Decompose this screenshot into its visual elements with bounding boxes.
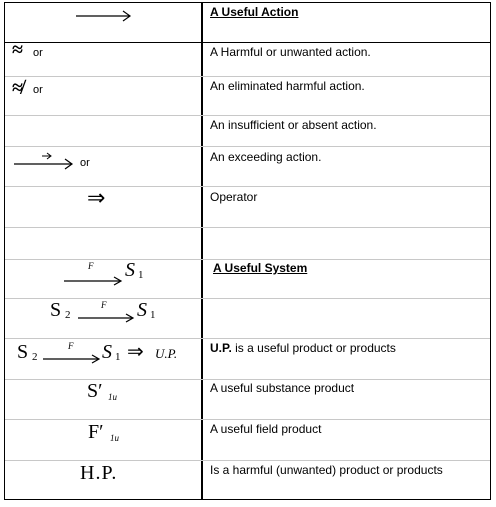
useful-product-text: is a useful product or products [231, 341, 396, 355]
legend-row-two-substances [0, 298, 496, 338]
or-label: or [33, 47, 43, 59]
legend-row-operator [0, 186, 496, 227]
double-arrow-icon: ⇒ [87, 185, 106, 210]
description-harmful-product: Is a harmful (unwanted) product or products [210, 463, 443, 477]
field-label: F [68, 341, 74, 351]
legend-row-empty [0, 227, 496, 259]
subscript: 1u [108, 392, 117, 402]
description-field-product: A useful field product [210, 422, 322, 436]
subscript-left: 2 [32, 351, 38, 363]
or-label: or [80, 157, 90, 169]
field-arrow-icon [64, 271, 124, 285]
substance-symbol-left: S [17, 341, 29, 363]
legend-row-substance-product [0, 379, 496, 419]
substance-symbol: S [102, 341, 112, 363]
subscript: 1 [138, 269, 144, 281]
substance-symbol: S [137, 299, 147, 321]
legend-row-eliminated-action [0, 76, 496, 115]
exceeding-arrow-icon [14, 151, 74, 169]
description-useful-product [210, 341, 396, 355]
field-arrow-icon [78, 308, 136, 322]
description-substance-product: A useful substance product [210, 381, 355, 395]
subscript: 1u [110, 433, 119, 443]
legend-row-harmful-product [0, 460, 496, 500]
field-product-symbol: F′ [88, 421, 104, 443]
description-harmful-action: A Harmful or unwanted action. [210, 45, 371, 59]
subscript: 1 [115, 351, 121, 363]
harmful-product-symbol: H.P. [80, 462, 118, 484]
subscript-left: 2 [65, 309, 71, 321]
useful-product-abbrev: U.P. [210, 341, 232, 355]
legend-row-harmful-action [0, 39, 496, 76]
legend-row-field-product [0, 419, 496, 460]
legend-row-useful-action [0, 0, 496, 42]
substance-symbol-left: S [50, 299, 62, 321]
legend-row-insufficient-action [0, 115, 496, 146]
description-useful-action: A Useful Action [210, 5, 299, 19]
field-label: F [101, 300, 107, 310]
field-arrow-icon [43, 349, 101, 363]
substance-product-symbol: S′ [87, 380, 103, 402]
description-useful-system: A Useful System [213, 261, 308, 275]
subscript: 1 [150, 309, 156, 321]
description-operator: Operator [210, 190, 258, 204]
approx-icon: ≈ [12, 39, 23, 61]
legend-row-useful-system [0, 259, 496, 298]
crossed-approx-icon: ≉ [12, 77, 23, 99]
legend-row-useful-product [0, 338, 496, 379]
useful-product-symbol: U.P. [155, 346, 178, 361]
long-right-arrow-icon [76, 10, 132, 22]
substance-symbol: S [125, 259, 135, 281]
description-insufficient-action: An insufficient or absent action. [210, 118, 377, 132]
description-exceeding-action: An exceeding action. [210, 150, 322, 164]
double-arrow-icon: ⇒ [127, 341, 144, 363]
field-label: F [88, 261, 94, 271]
legend-row-exceeding-action [0, 146, 496, 186]
description-eliminated-action: An eliminated harmful action. [210, 79, 365, 93]
or-label: or [33, 84, 43, 96]
